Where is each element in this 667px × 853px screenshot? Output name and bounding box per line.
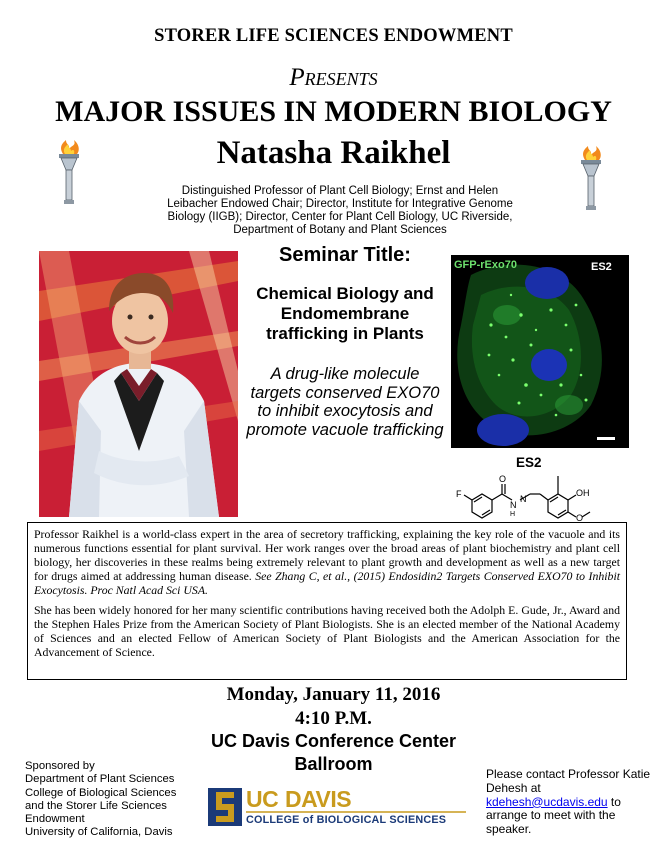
micrograph-label: GFP-rExo70 [454, 259, 517, 271]
svg-text:O: O [499, 474, 507, 484]
presents-text: Presents [289, 64, 378, 91]
svg-text:N: N [520, 494, 527, 504]
seminar-label: Seminar Title: [279, 244, 411, 266]
sponsor-line: College of Biological Sciences [25, 786, 177, 799]
chemical-label: ES2 [516, 455, 542, 470]
speaker-portrait [39, 251, 238, 517]
bio-citation: See Zhang C, et al., (2015) Endosidin2 Targets Conserved EXO70 to Inhibit Exocytosis. Proc Natl Acad Sci USA. [34, 569, 620, 597]
bio-paragraph-2: She has been widely honored for her many scientific contributions having received both the Adolph E. Gude, Jr., Award and the Stephen Hales Prize from the American Society of Plant Biologists. She is an elected member of the National Academy of Sciences and an elected Fellow of American Society of Plant Biologists and the American Association for the Advancement of Science. [34, 603, 620, 659]
contact-prefix: Please contact Professor Katie Dehesh at [486, 767, 651, 795]
torch-icon [574, 146, 608, 212]
logo-college-text: COLLEGE of BIOLOGICAL SCIENCES [246, 814, 447, 826]
svg-text:N: N [510, 500, 517, 510]
contact-email-link[interactable]: kdehesh@ucdavis.edu [486, 794, 608, 809]
series-title: MAJOR ISSUES IN MODERN BIOLOGY [55, 95, 612, 128]
sponsor-line: Department of Plant Sciences [25, 773, 175, 786]
sponsor-line: Sponsored by [25, 760, 95, 772]
torch-icon [52, 140, 86, 206]
bio-paragraph-1-text: Professor Raikhel is a world-class expert in the area of secretory trafficking, explaining the key role of the vacuole and its numerous functions essential for plant survival. Her work ranges over the broad areas of plant biochemistry and plant cell biology, her discoveries in these realms being extremely relevant to plant growth and development as well as a new target for drugs aimed at addressing human disease. [34, 527, 620, 583]
speaker-name: Natasha Raikhel [216, 135, 451, 171]
logo-uc-text: UC [246, 786, 279, 812]
seminar-title: Chemical Biology and Endomembrane trafficking in Plants [256, 284, 434, 343]
contact-suffix: to arrange to meet with the speaker. [486, 794, 621, 837]
sponsor-line: University of California, Davis [25, 826, 173, 839]
chemical-structure-image [452, 450, 642, 532]
endowment-heading: STORER LIFE SCIENCES ENDOWMENT [154, 26, 513, 46]
sponsor-line: Endowment [25, 813, 85, 826]
speaker-affiliation: Distinguished Professor of Plant Cell Biology; Ernst and Helen Leibacher Endowed Chair; Director, Institute for Integrative Genome Biology (IIGB); Director, Center for Plant Cell Biology, UC Riverside, Department of Botany and Plant Sciences [167, 185, 513, 236]
micrograph-image [451, 255, 629, 448]
event-venue-room: Ballroom [294, 754, 373, 774]
svg-text:OH: OH [576, 488, 590, 498]
event-time: 4:10 P.M. [295, 708, 372, 729]
event-venue: UC Davis Conference Center [210, 731, 457, 751]
event-date: Monday, January 11, 2016 [226, 684, 441, 705]
svg-text:O: O [576, 513, 584, 523]
svg-text:F: F [456, 489, 462, 499]
svg-text:H: H [510, 511, 516, 518]
sponsors-block [25, 760, 205, 840]
sponsor-line: and the Storer Life Sciences [25, 799, 167, 812]
biography-box [27, 522, 627, 680]
bio-paragraph-1 [34, 527, 620, 597]
seminar-subtitle: A drug-like molecule targets conserved EXO70 to inhibit exocytosis and promote vacuole trafficking [246, 365, 444, 439]
contact-block [486, 768, 656, 837]
micrograph-tag: ES2 [591, 261, 612, 273]
logo-davis-text: DAVIS [285, 786, 352, 812]
